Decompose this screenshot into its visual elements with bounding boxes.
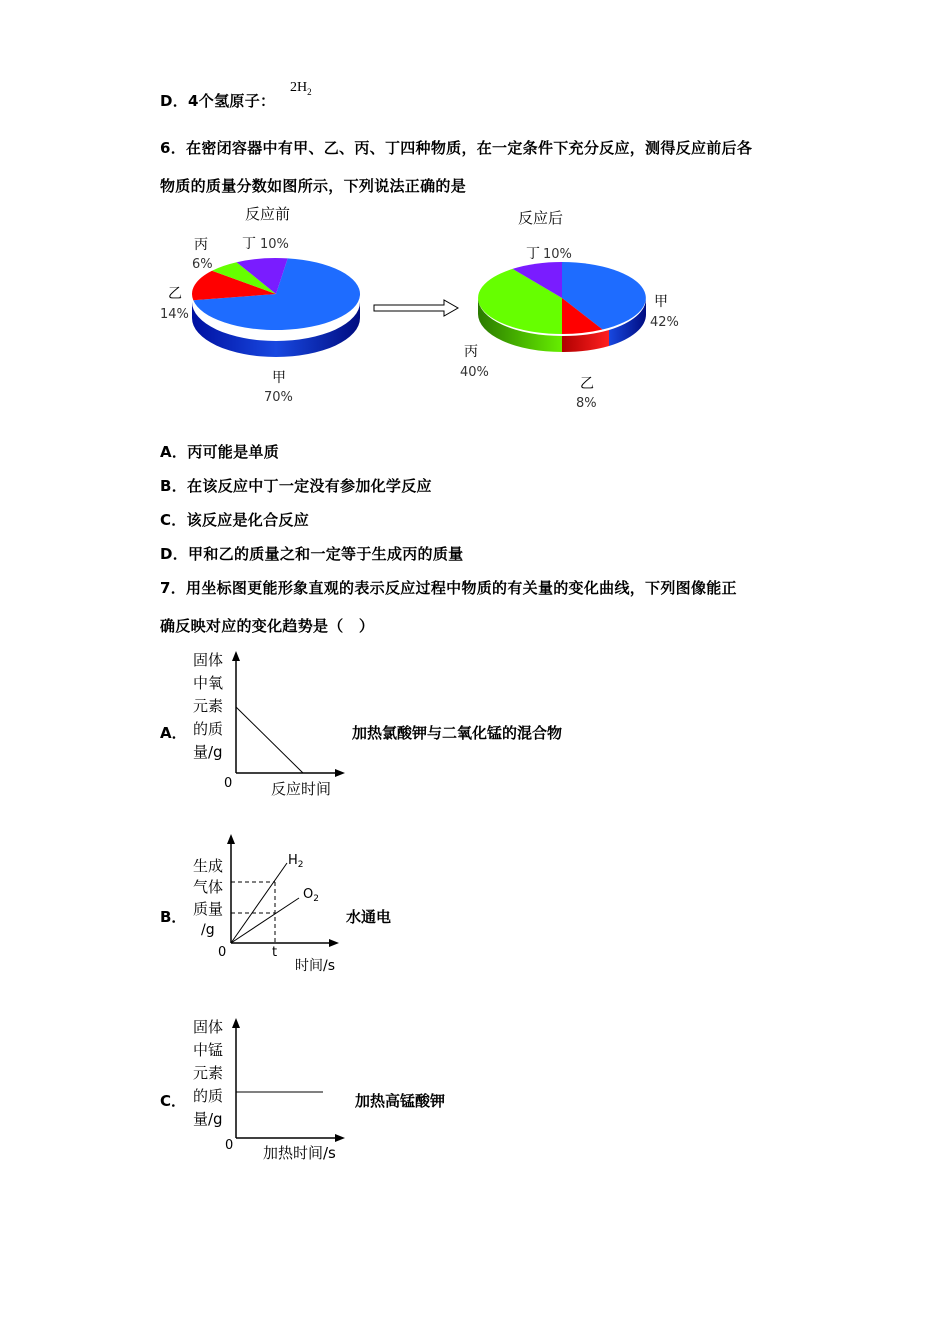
graph-a-x-arrow — [335, 769, 345, 777]
graph-b-origin: 0 — [218, 945, 227, 960]
formula-2h: 2H — [290, 80, 308, 95]
q6-option-b: B．在该反应中丁一定没有参加化学反应 — [160, 477, 432, 495]
graph-b-ylabel-2: 气体 — [193, 878, 224, 896]
graph-a-ylabel-1: 固体 — [193, 651, 224, 669]
pie-after-label-yi: 乙 — [580, 376, 594, 392]
q6-pie-figure — [150, 200, 710, 415]
q7-option-b-label: B． — [160, 908, 187, 926]
graph-b-xlabel: 时间/s — [295, 958, 336, 974]
q7-option-a-desc: 加热氯酸钾与二氧化锰的混合物 — [352, 724, 563, 742]
pie-before-value-ding: 10% — [260, 237, 289, 252]
graph-a-line — [236, 707, 303, 773]
graph-c-ylabel-3: 元素 — [193, 1064, 224, 1082]
graph-c-ylabel-5: 量/g — [193, 1110, 223, 1128]
graph-a-ylabel-5: 量/g — [193, 743, 223, 761]
pie-before-title: 反应前 — [245, 205, 291, 223]
graph-b-o2-label: $O_2$ — [303, 887, 319, 904]
graph-c-ylabel-2: 中锰 — [193, 1041, 224, 1059]
graph-b-h2-label: $H_2$ — [288, 853, 304, 870]
pie-before-value-yi: 14% — [160, 307, 189, 322]
pie-after-value-bing: 40% — [460, 365, 489, 380]
q6-stem-line1: 6．在密闭容器中有甲、乙、丙、丁四种物质，在一定条件下充分反应，测得反应前后各 — [160, 139, 753, 157]
graph-c-origin: 0 — [225, 1138, 234, 1153]
pie-before-slices — [192, 258, 360, 330]
graph-a-ylabel-3: 元素 — [193, 697, 224, 715]
pie-before-label-ding: 丁 — [242, 236, 256, 252]
pie-after-slices — [478, 262, 646, 334]
graph-b-o2-line — [231, 898, 299, 943]
q7-graph-a — [185, 645, 355, 800]
q5-option-d — [160, 90, 275, 111]
q7-option-c-label: C． — [160, 1092, 187, 1110]
pie-before-label-jia: 甲 — [272, 370, 286, 386]
q5-option-d-formula — [290, 80, 312, 97]
graph-b-x-arrow — [329, 939, 339, 947]
pie-before-label-yi: 乙 — [168, 286, 182, 302]
q7-stem-line2: 确反映对应的变化趋势是（ ） — [160, 617, 375, 635]
graph-b-h2-line — [231, 863, 287, 943]
graph-b-ylabel-4: /g — [201, 922, 215, 938]
graph-c-x-arrow — [335, 1134, 345, 1142]
graph-a-ylabel-2: 中氧 — [193, 674, 224, 692]
q6-option-a: A．丙可能是单质 — [160, 443, 280, 461]
pie-after-label-jia: 甲 — [654, 294, 668, 310]
q6-option-d: D．甲和乙的质量之和一定等于生成丙的质量 — [160, 545, 464, 563]
q7-option-b-desc: 水通电 — [346, 908, 392, 926]
q7-graph-b — [185, 828, 355, 978]
q6-stem-line2: 物质的质量分数如图所示，下列说法正确的是 — [160, 177, 467, 195]
graph-b-y-arrow — [227, 834, 235, 844]
pie-after-title: 反应后 — [518, 209, 564, 227]
pie-after-value-ding: 10% — [543, 247, 572, 262]
q7-stem-line1: 7．用坐标图更能形象直观的表示反应过程中物质的有关量的变化曲线，下列图像能正 — [160, 579, 737, 597]
pie-before-label-bing: 丙 — [194, 237, 208, 253]
q7-graph-c — [185, 1012, 355, 1167]
pie-before-value-jia: 70% — [264, 390, 293, 405]
graph-a-origin: 0 — [224, 776, 233, 791]
graph-a-y-arrow — [232, 651, 240, 661]
q7-option-c-desc: 加热高锰酸钾 — [355, 1092, 446, 1110]
graph-b-ylabel-3: 质量 — [193, 900, 224, 918]
q5-option-d-text: D．4个氢原子： — [160, 92, 276, 110]
graph-c-ylabel-4: 的质 — [193, 1087, 224, 1105]
graph-b-ylabel-1: 生成 — [193, 857, 224, 875]
arrow-icon — [374, 300, 458, 316]
graph-c-y-arrow — [232, 1018, 240, 1028]
pie-after-value-yi: 8% — [576, 396, 597, 411]
graph-c-xlabel: 加热时间/s — [263, 1144, 336, 1162]
pie-after-label-bing: 丙 — [464, 344, 478, 360]
graph-b-t-label: t — [272, 945, 278, 960]
pie-after-label-ding: 丁 — [526, 246, 540, 262]
graph-c-ylabel-1: 固体 — [193, 1018, 224, 1036]
q7-option-a-label: A． — [160, 724, 187, 742]
pie-after-value-jia: 42% — [650, 315, 679, 330]
graph-a-xlabel: 反应时间 — [271, 780, 332, 798]
pie-before-value-bing: 6% — [192, 257, 213, 272]
graph-a-ylabel-4: 的质 — [193, 720, 224, 738]
formula-sub: 2 — [307, 86, 312, 97]
q6-option-c: C．该反应是化合反应 — [160, 511, 310, 529]
